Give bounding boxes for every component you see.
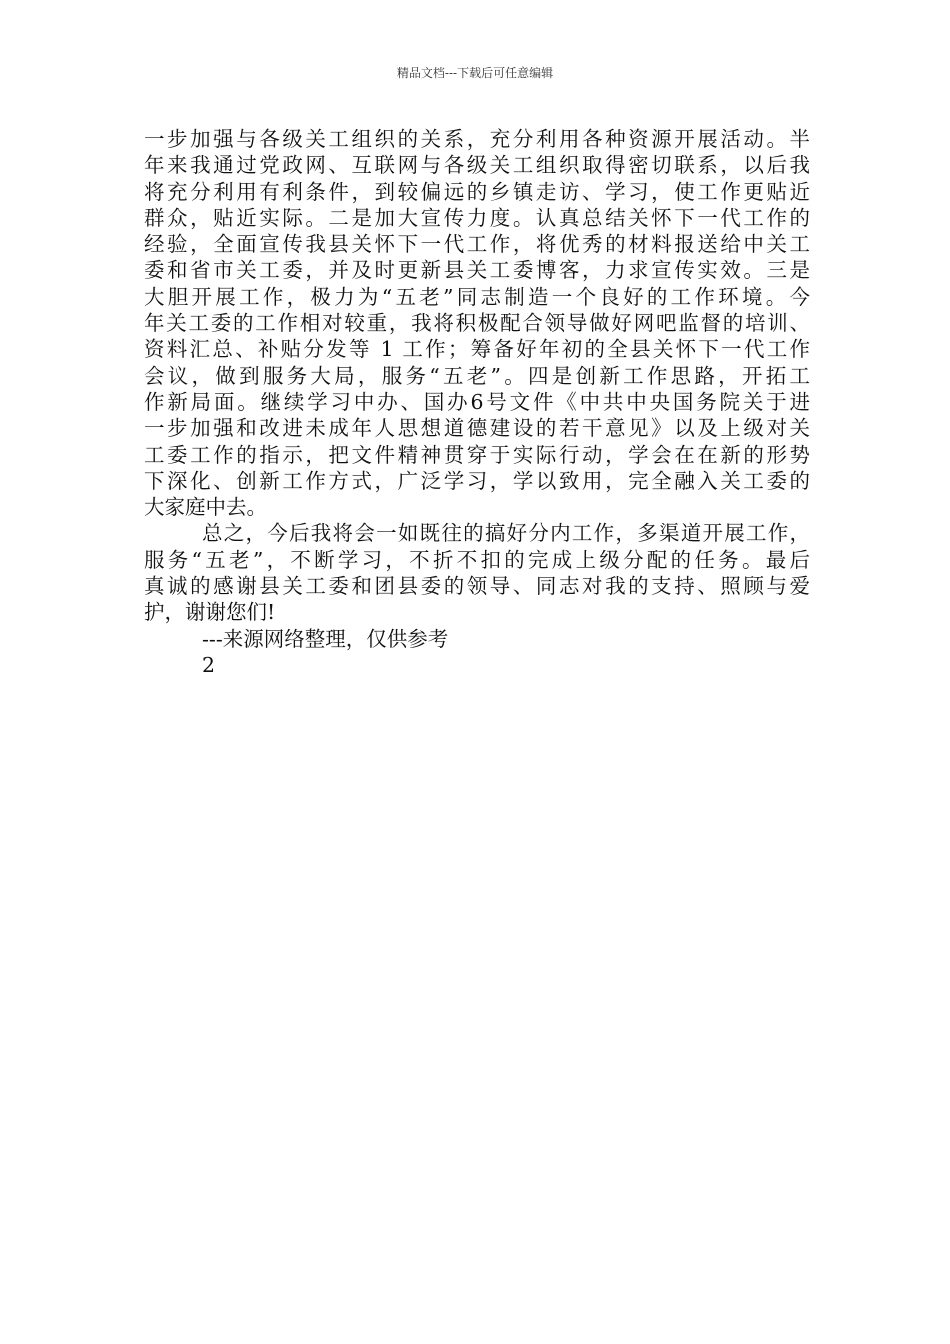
text-line: 大家庭中去。 [144,495,267,520]
text-line: 一步加强与各级关工组织的关系，充分利用各种资源开展活动。半 [144,127,810,151]
paragraph-source-note [144,626,810,652]
text-line: 工委工作的指示，把文件精神贯穿于实际行动，学会在在新的形势 [144,442,810,467]
page-header: 精品文档---下载后可任意编辑 [396,66,554,80]
text-line: 大胆开展工作，极力为“五老”同志制造一个良好的工作环境。今 [144,284,810,309]
text-line: 委和省市关工委，并及时更新县关工委博客，力求宣传实效。三是 [144,258,810,283]
source-note: ---来源网络整理，仅供参考 [202,626,449,651]
paragraph-work-plan [144,126,810,520]
text-line: 总之，今后我将会一如既往的搞好分内工作，多渠道开展工作， [202,521,810,546]
text-line: 群众，贴近实际。二是加大宣传力度。认真总结关怀下一代工作的 [144,205,810,230]
document-body [144,126,810,678]
text-line: 一步加强和改进未成年人思想道德建设的若干意见》以及上级对关 [144,416,810,441]
text-line: 年来我通过党政网、互联网与各级关工组织取得密切联系，以后我 [144,153,810,178]
text-line: 下深化、创新工作方式，广泛学习，学以致用，完全融入关工委的 [144,468,810,493]
page-number: 2 [202,652,216,677]
paragraph-conclusion [144,520,810,625]
text-line: 服务“五老”，不断学习，不折不扣的完成上级分配的任务。最后 [144,547,810,572]
text-line: 资料汇总、补贴分发等 1 工作；筹备好年初的全县关怀下一代工作 [144,337,810,362]
text-line: 护，谢谢您们! [144,600,276,625]
text-line: 经验，全面宣传我县关怀下一代工作，将优秀的材料报送给中关工 [144,232,810,257]
text-line: 年关工委的工作相对较重，我将积极配合领导做好网吧监督的培训、 [144,311,810,336]
text-line: 会议，做到服务大局，服务“五老”。四是创新工作思路，开拓工 [144,363,810,388]
text-line: 真诚的感谢县关工委和团县委的领导、同志对我的支持、照顾与爱 [144,574,810,599]
text-line: 将充分利用有利条件，到较偏远的乡镇走访、学习，使工作更贴近 [144,179,810,204]
text-line: 作新局面。继续学习中办、国办6号文件《中共中央国务院关于进 [144,389,810,414]
paragraph-page-number [144,652,810,678]
